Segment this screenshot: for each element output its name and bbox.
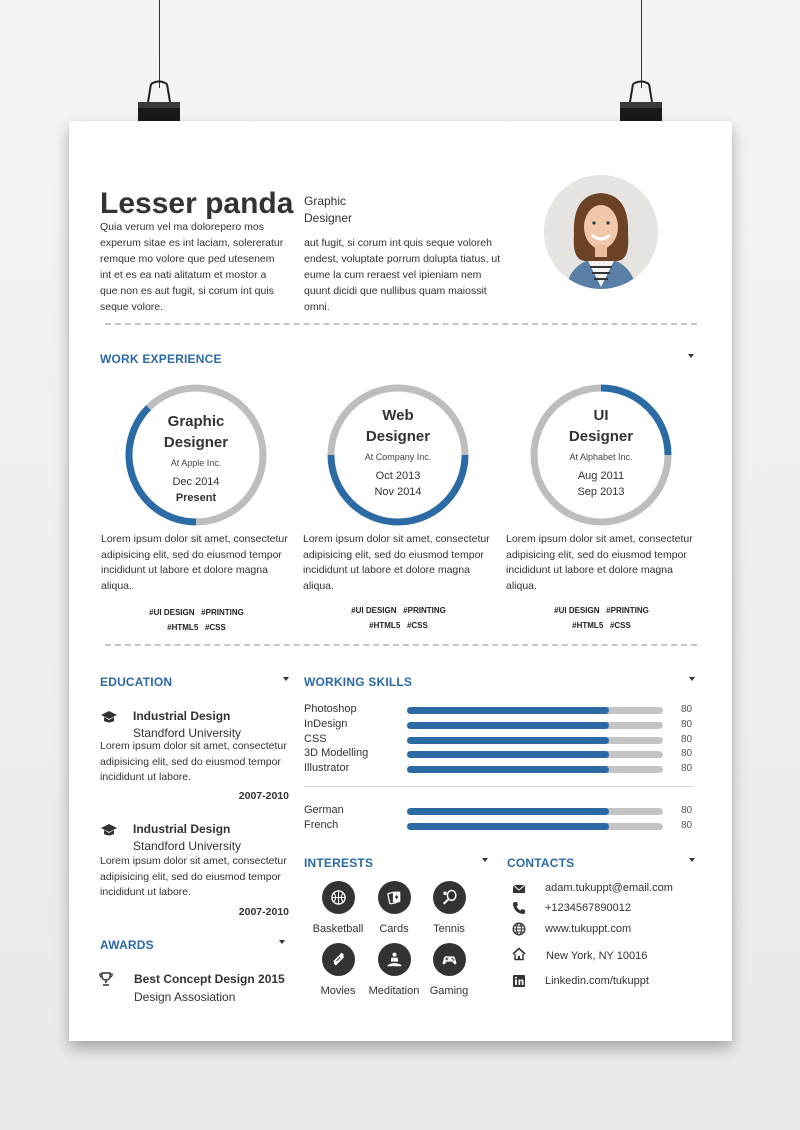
tag-line: #HTML5 #CSS (167, 623, 226, 632)
interest-badge (378, 881, 411, 914)
interest-label: Cards (379, 923, 409, 935)
job-company: At Alphabet Inc. (569, 452, 633, 462)
skill-bar-fill (407, 751, 609, 758)
divider-top (105, 323, 697, 325)
job-date: Oct 2013 (375, 470, 421, 482)
tag-line: #UI DESIGN #PRINTING (149, 608, 244, 617)
globe-icon (512, 922, 526, 936)
job-company: At Apple Inc. (170, 458, 222, 468)
skill-bar-track (407, 737, 663, 744)
skill-bar-fill (407, 722, 609, 729)
education-description: Lorem ipsum dolor sit amet, consectetur adipisicing elit, sed do eiusmod tempor incididunt ut labore. (100, 740, 287, 783)
award-organization: Design Assosiation (134, 990, 236, 1004)
trophy-icon (99, 972, 113, 986)
education-school: Standford University (133, 839, 242, 853)
job-title-line: Web (382, 407, 414, 424)
job-description: Lorem ipsum dolor sit amet, consectetur adipisicing elit, sed do eiusmod tempor incididunt ut labore et dolore magna aliqua. (506, 533, 693, 592)
education-collapse-caret-icon[interactable] (283, 677, 289, 681)
contacts-collapse-caret-icon[interactable] (689, 858, 695, 862)
person-portrait-icon (544, 175, 658, 289)
tag-line: #HTML5 #CSS (572, 621, 631, 630)
skill-bar-fill (407, 707, 609, 714)
job-company: At Company Inc. (364, 452, 432, 462)
education-title: Industrial Design (133, 709, 231, 723)
job-summary (121, 411, 271, 506)
contacts-heading: CONTACTS (507, 856, 575, 870)
education-description: Lorem ipsum dolor sit amet, consectetur adipisicing elit, sed do eiusmod tempor incididunt ut labore. (100, 855, 287, 898)
job-title-line: Designer (568, 428, 634, 445)
skill-bar-fill (407, 766, 609, 773)
contact-phone[interactable]: +1234567890012 (545, 902, 631, 914)
tag-line: #HTML5 #CSS (369, 621, 428, 630)
education-years: 2007-2010 (238, 906, 289, 918)
job-title-line: UI (593, 407, 609, 424)
candidate-role: Graphic Designer (304, 194, 353, 225)
contact-linkedin[interactable]: Linkedin.com/tukuppt (545, 975, 649, 987)
meditation-icon (386, 951, 403, 968)
basketball-icon (330, 889, 347, 906)
skill-bar-fill (407, 808, 609, 815)
interest-label: Tennis (433, 923, 465, 935)
contact-address: New York, NY 10016 (546, 950, 648, 962)
skill-value: 80 (681, 718, 693, 730)
skill-name: Illustrator (304, 762, 350, 775)
job-title-line: Designer (163, 434, 229, 451)
job-title (323, 405, 473, 447)
job-dates (323, 468, 473, 500)
ring-segment-active (351, 502, 398, 522)
skill-name: InDesign (304, 717, 348, 730)
job-title-line: Graphic (167, 413, 225, 430)
interest-badge (378, 943, 411, 976)
skill-name: French (304, 818, 339, 831)
job-date: Sep 2013 (577, 486, 625, 498)
graduation-cap-icon (100, 823, 118, 837)
education-heading: EDUCATION (100, 675, 173, 689)
intro-right: aut fugit, si corum int quis seque voloreh endest, voluptate porrum dolupta tiatus, ut eume la cum reraest vel ipieniam nem quunt dicidi que nullibus quam maiossit omni. (304, 237, 501, 313)
skill-value: 80 (681, 763, 693, 775)
job-title (526, 405, 676, 447)
skill-bar-track (407, 707, 663, 714)
job-date: Nov 2014 (374, 486, 422, 498)
skill-value: 80 (681, 733, 693, 745)
tennis-icon (441, 889, 458, 906)
job-description: Lorem ipsum dolor sit amet, consectetur adipisicing elit, sed do eiusmod tempor incididunt ut labore et dolore magna aliqua. (303, 533, 490, 592)
hanging-wire-left (159, 0, 160, 88)
ring-segment (149, 388, 196, 408)
interests-collapse-caret-icon[interactable] (482, 858, 488, 862)
award-title: Best Concept Design 2015 (134, 972, 285, 986)
awards-heading: AWARDS (100, 938, 154, 952)
awards-collapse-caret-icon[interactable] (279, 940, 285, 944)
skill-bar-track (407, 722, 663, 729)
profile-photo (544, 175, 658, 289)
ring-segment (196, 388, 243, 408)
cards-icon (386, 889, 403, 906)
phone-icon (512, 901, 526, 915)
skill-bar-fill (407, 737, 609, 744)
skill-name: Photoshop (304, 703, 357, 715)
education-school: Standford University (133, 726, 242, 740)
working-skills-heading: WORKING SKILLS (304, 675, 413, 689)
education-years: 2007-2010 (238, 790, 289, 802)
interest-label: Basketball (312, 923, 364, 935)
graduation-cap-icon (100, 710, 118, 724)
skills-collapse-caret-icon[interactable] (689, 677, 695, 681)
job-date: Aug 2011 (577, 470, 625, 482)
work-collapse-caret-icon[interactable] (688, 354, 694, 358)
skill-name: German (304, 804, 344, 816)
interests-heading: INTERESTS (304, 856, 374, 870)
divider-middle (105, 644, 697, 646)
linkedin-icon (512, 974, 526, 988)
skill-bar-fill (407, 823, 609, 830)
job-date: Dec 2014 (172, 476, 220, 488)
skill-value: 80 (681, 748, 693, 760)
tag-line: #UI DESIGN #PRINTING (351, 606, 446, 615)
job-tags (306, 603, 491, 633)
interest-label: Gaming (429, 985, 469, 997)
interest-badge (433, 943, 466, 976)
job-date: Present (175, 492, 217, 504)
skill-value: 80 (681, 805, 693, 816)
hanging-wire-right (641, 0, 642, 88)
job-summary (323, 405, 473, 500)
movie-ticket-icon (330, 951, 347, 968)
work-experience-heading: WORK EXPERIENCE (100, 352, 222, 366)
job-dates (526, 468, 676, 500)
interest-badge (322, 943, 355, 976)
interest-badge (322, 881, 355, 914)
skill-bar-track (407, 808, 663, 815)
ring-segment (601, 502, 648, 522)
skill-bar-track (407, 766, 663, 773)
job-tags (509, 603, 694, 633)
skill-name: CSS (304, 732, 327, 745)
contact-website[interactable]: www.tukuppt.com (545, 923, 632, 935)
job-title-line: Designer (365, 428, 431, 445)
home-icon (512, 947, 526, 961)
job-title (121, 411, 271, 453)
job-summary (526, 405, 676, 500)
candidate-name: Lesser panda (100, 187, 294, 220)
interest-label: Movies (320, 985, 356, 997)
job-description: Lorem ipsum dolor sit amet, consectetur adipisicing elit, sed do eiusmod tempor incididunt ut labore et dolore magna aliqua. (101, 533, 288, 592)
job-dates (121, 474, 271, 506)
intro-left: Quia verum vel ma dolorepero mos experum sitae es int laciam, solereratur remque mo volore que ped utesenem int et es ea nati alitatum et mostor a que non es aut fugit, si corum int quis seque volore. (100, 221, 284, 313)
gamepad-icon (441, 951, 458, 968)
interest-label: Meditation (368, 985, 420, 997)
ring-segment-active (398, 502, 445, 522)
education-title: Industrial Design (133, 822, 231, 836)
interest-badge (433, 881, 466, 914)
skills-divider (304, 786, 694, 787)
contact-email[interactable]: adam.tukuppt@email.com (545, 882, 673, 894)
skill-value: 80 (681, 819, 693, 831)
ring-segment (554, 502, 601, 522)
tag-line: #UI DESIGN #PRINTING (554, 606, 649, 615)
skill-bar-track (407, 823, 663, 830)
skill-value: 80 (681, 704, 693, 715)
envelope-icon (512, 882, 526, 896)
skill-name: 3D Modelling (304, 747, 369, 760)
resume-paper (69, 121, 732, 1041)
job-tags (104, 605, 289, 635)
skill-bar-track (407, 751, 663, 758)
